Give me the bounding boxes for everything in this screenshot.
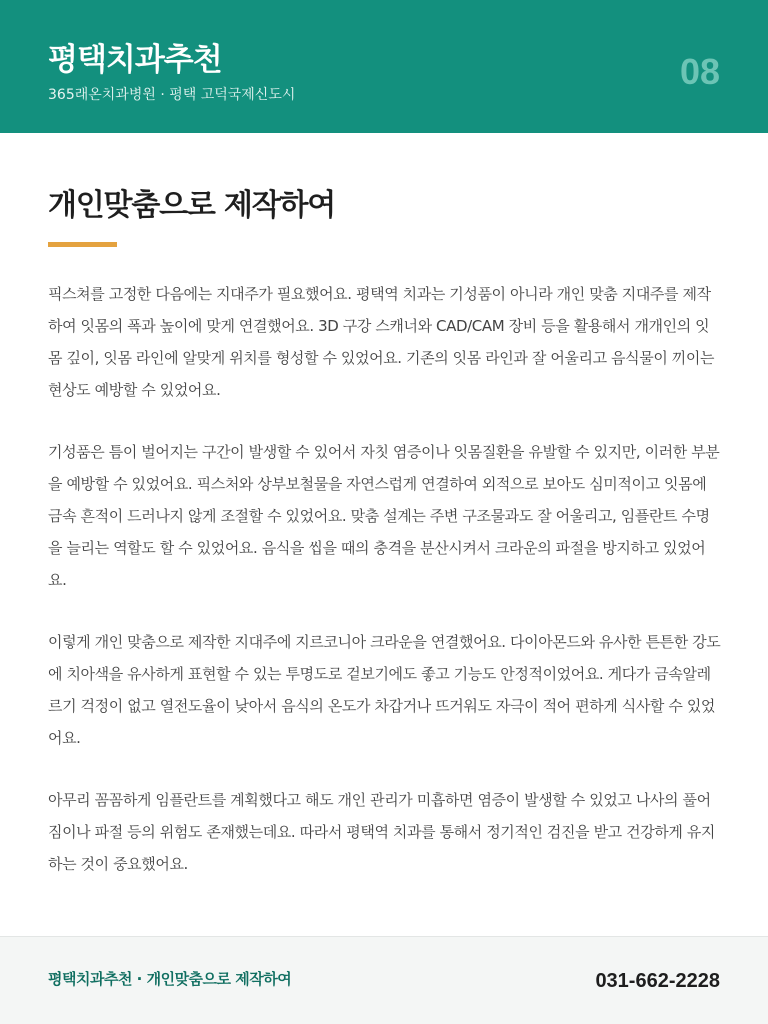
paragraph-2: 기성품은 틈이 벌어지는 구간이 발생할 수 있어서 자칫 염증이나 잇몸질환을 유발할 수 있지만, 이러한 부분을 예방할 수 있었어요. 픽스처와 상부보철물을 자연스럽게 연결하여 외적으로 보아도 심미적이고 잇몸에 금속 흔적이 드러나지 않게 조절할 수 있었어요. 맞춤 설계는 주변 구조물과도 잘 어울리고, 임플란트 수명을 늘리는 역할도 할 수 있었어요. 음식을 씹을 때의 충격을 분산시켜서 크라운의 파절을 방지하고 있었어요. <box>48 443 720 589</box>
header-title: 평택치과추천 <box>48 42 222 78</box>
paragraph-1: 픽스쳐를 고정한 다음에는 지대주가 필요했어요. 평택역 치과는 기성품이 아니라 개인 맞춤 지대주를 제작하여 잇몸의 폭과 높이에 맞게 연결했어요. 3D 구강 스캐너와 CAD/CAM 장비 등을 활용해서 개개인의 잇몸 깊이, 잇몸 라인에 알맞게 위치를 형성할 수 있었어요. 기존의 잇몸 라인과 잘 어울리고 음식물이 끼이는 현상도 예방할 수 있었어요. <box>48 285 715 399</box>
footer-bar <box>0 936 768 1024</box>
paragraph-3: 이렇게 개인 맞춤으로 제작한 지대주에 지르코니아 크라운을 연결했어요. 다이아몬드와 유사한 튼튼한 강도에 치아색을 유사하게 표현할 수 있는 투명도로 겉보기에도 좋고 기능도 안정적이었어요. 게다가 금속알레르기 걱정이 없고 열전도율이 낮아서 음식의 온도가 차갑거나 뜨거워도 자극이 적어 편하게 식사할 수 있었어요. <box>48 633 721 747</box>
footer-phone-number[interactable]: 031-662-2228 <box>595 970 720 992</box>
paragraph-4: 아무리 꼼꼼하게 임플란트를 계획했다고 해도 개인 관리가 미흡하면 염증이 발생할 수 있었고 나사의 풀어짐이나 파절 등의 위험도 존재했는데요. 따라서 평택역 치과를 통해서 정기적인 검진을 받고 건강하게 유지하는 것이 중요했어요. <box>48 791 716 873</box>
page-number: 08 <box>679 51 720 92</box>
section-title: 개인맞춤으로 제작하여 <box>48 188 336 223</box>
title-accent-bar <box>48 242 117 247</box>
header-banner <box>0 0 768 133</box>
article-body <box>48 278 722 910</box>
header-subtitle: 365래온치과병원 · 평택 고덕국제신도시 <box>48 87 296 103</box>
footer-label: 평택치과추천 · 개인맞춤으로 제작하여 <box>48 970 292 988</box>
